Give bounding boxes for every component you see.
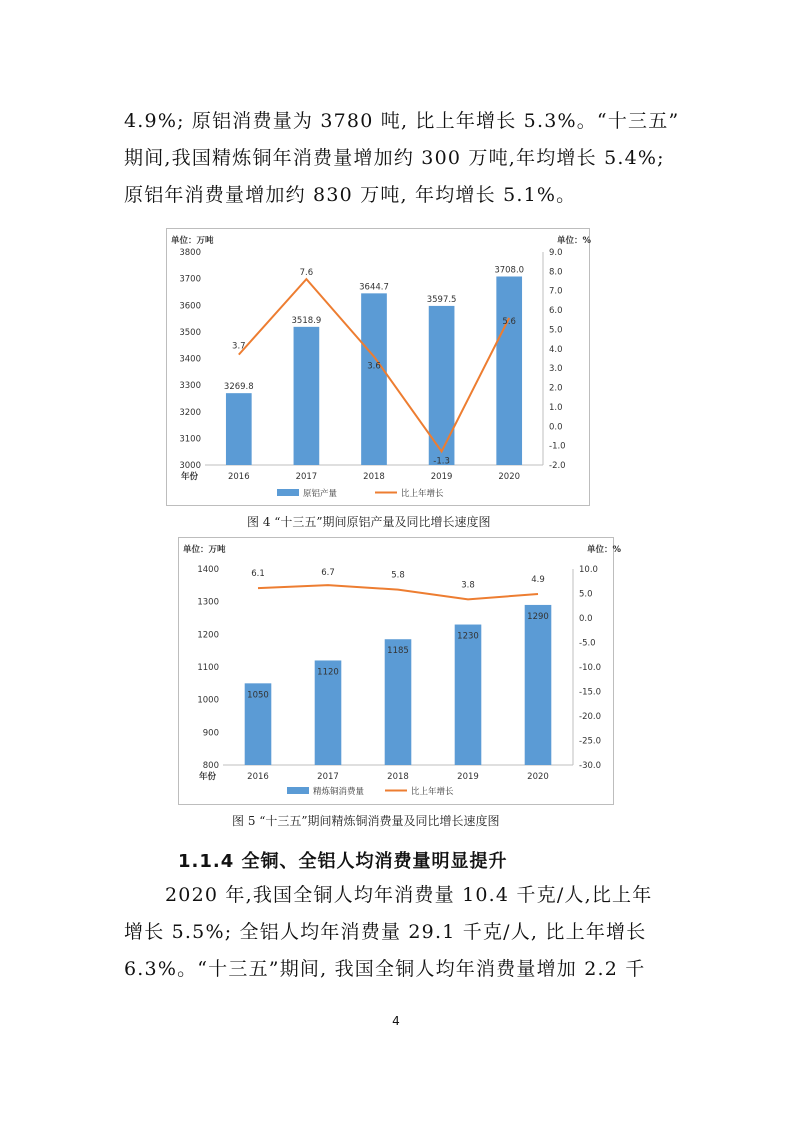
bar-value-label: 1185	[387, 646, 409, 657]
paragraph-2	[124, 877, 669, 988]
left-axis-tick-label: 3000	[179, 461, 201, 471]
x-tick-label: 2018	[387, 772, 409, 782]
x-tick-label: 2016	[247, 772, 269, 782]
paragraph-line: 原铝年消费量增加约 830 万吨, 年均增长 5.1%。	[124, 184, 577, 206]
bar	[496, 276, 522, 465]
bar	[429, 306, 455, 465]
copper-consumption-chart	[179, 538, 621, 804]
right-axis-tick-label: 0.0	[549, 422, 563, 433]
bar-value-label: 3708.0	[494, 265, 525, 276]
line-value-label: 6.1	[251, 569, 265, 580]
right-axis-tick-label: 4.0	[549, 344, 563, 355]
left-axis-tick-label: 900	[202, 728, 219, 739]
line-value-label: 3.6	[367, 361, 381, 372]
left-axis-tick-label: 1100	[197, 663, 219, 673]
x-tick-label: 2020	[498, 472, 521, 482]
right-axis-tick-label: 1.0	[549, 402, 563, 413]
x-tick-label: 2018	[363, 472, 385, 482]
paragraph-line: 增长 5.5%; 全铝人均年消费量 29.1 千克/人, 比上年增长	[124, 921, 647, 943]
paragraph-line: 6.3%。“十三五”期间, 我国全铜人均年消费量增加 2.2 千	[124, 958, 646, 980]
right-axis-tick-label: 7.0	[549, 286, 563, 297]
paragraph-line: 期间,我国精炼铜年消费量增加约 300 万吨,年均增长 5.4%;	[124, 147, 665, 169]
right-axis-tick-label: -5.0	[579, 638, 596, 649]
bar-value-label: 1290	[527, 611, 549, 622]
legend-bar-label: 原铝产量	[303, 489, 338, 499]
growth-line	[258, 585, 538, 599]
bar	[294, 327, 320, 465]
paragraph-1	[124, 103, 680, 214]
right-axis-tick-label: -10.0	[579, 663, 601, 673]
x-tick-label: 2017	[295, 472, 318, 482]
right-axis-tick-label: 10.0	[579, 565, 598, 575]
legend-bar-label: 精炼铜消费量	[313, 787, 365, 797]
line-value-label: 5.6	[502, 316, 516, 327]
left-axis-tick-label: 3500	[179, 327, 201, 338]
bar	[455, 625, 482, 765]
bar	[226, 393, 252, 465]
paragraph-line: 2020 年,我国全铜人均年消费量 10.4 千克/人,比上年	[165, 884, 653, 906]
left-axis-tick-label: 1000	[197, 695, 219, 706]
right-unit-label: 单位：%	[586, 545, 621, 555]
line-value-label: 6.7	[321, 568, 335, 579]
right-axis-tick-label: 9.0	[549, 248, 563, 258]
right-axis-tick-label: -30.0	[579, 761, 601, 771]
figure-4-caption: 图 4 “十三五”期间原铝产量及同比增长速度图	[247, 515, 491, 529]
bar-value-label: 3644.7	[359, 282, 389, 293]
left-unit-label: 单位：万吨	[171, 236, 214, 246]
left-axis-tick-label: 1300	[197, 597, 219, 608]
bar-value-label: 3597.5	[426, 294, 457, 305]
legend-line-label: 比上年增长	[411, 787, 454, 797]
right-axis-tick-label: 3.0	[549, 364, 563, 375]
left-unit-label: 单位：万吨	[183, 545, 226, 555]
paragraph-line: 4.9%; 原铝消费量为 3780 吨, 比上年增长 5.3%。“十三五”	[124, 110, 680, 132]
line-value-label: 5.8	[391, 570, 405, 581]
bar-value-label: 1050	[247, 690, 269, 701]
left-axis-tick-label: 3800	[179, 248, 201, 258]
line-value-label: 3.7	[232, 341, 246, 352]
left-axis-tick-label: 3300	[179, 381, 201, 392]
legend-line-label: 比上年增长	[401, 489, 444, 499]
left-axis-tick-label: 3200	[179, 407, 201, 418]
x-tick-label: 2019	[457, 772, 479, 782]
right-axis-tick-label: 0.0	[579, 614, 593, 624]
bar	[525, 605, 552, 765]
right-axis-tick-label: -25.0	[579, 736, 601, 747]
left-axis-tick-label: 3600	[179, 301, 201, 312]
right-unit-label: 单位：%	[556, 236, 591, 246]
right-axis-tick-label: -1.0	[549, 441, 566, 452]
bar-value-label: 1120	[317, 667, 339, 678]
figure-5-chart	[178, 537, 621, 805]
x-tick-label: 2016	[227, 472, 250, 482]
left-axis-tick-label: 1400	[197, 565, 219, 575]
left-axis-tick-label: 800	[202, 761, 219, 771]
right-axis-tick-label: 5.0	[549, 325, 563, 336]
left-axis-tick-label: 1200	[197, 630, 219, 641]
line-value-label: 3.8	[461, 580, 475, 591]
bar	[361, 293, 387, 465]
right-axis-tick-label: -20.0	[579, 712, 601, 722]
bar	[385, 639, 412, 765]
left-axis-tick-label: 3700	[179, 274, 201, 285]
bar-value-label: 3269.8	[223, 382, 254, 393]
x-axis-label: 年份	[181, 472, 199, 482]
legend-bar-swatch	[287, 787, 309, 794]
section-heading: 1.1.4 全铜、全铝人均消费量明显提升	[178, 851, 508, 872]
line-value-label: 7.6	[299, 268, 314, 279]
page-number: 4	[392, 1014, 400, 1028]
right-axis-tick-label: -2.0	[549, 461, 566, 471]
line-value-label: -1.3	[433, 456, 450, 467]
right-axis-tick-label: 6.0	[549, 306, 563, 317]
x-axis-label: 年份	[199, 772, 217, 782]
bar-value-label: 3518.9	[291, 315, 322, 326]
legend-bar-swatch	[277, 489, 299, 496]
bar-value-label: 1230	[457, 631, 479, 642]
right-axis-tick-label: 2.0	[549, 383, 563, 394]
aluminum-production-chart	[167, 229, 589, 505]
x-tick-label: 2020	[527, 772, 549, 782]
right-axis-tick-label: 8.0	[549, 267, 563, 278]
left-axis-tick-label: 3100	[179, 434, 201, 445]
figure-4-chart	[166, 228, 590, 506]
right-axis-tick-label: -15.0	[579, 687, 601, 698]
x-tick-label: 2017	[317, 772, 339, 782]
x-tick-label: 2019	[430, 472, 453, 482]
line-value-label: 4.9	[531, 574, 545, 585]
figure-5-caption: 图 5 “十三五”期间精炼铜消费量及同比增长速度图	[232, 814, 500, 828]
left-axis-tick-label: 3400	[179, 354, 201, 365]
right-axis-tick-label: 5.0	[579, 589, 593, 600]
